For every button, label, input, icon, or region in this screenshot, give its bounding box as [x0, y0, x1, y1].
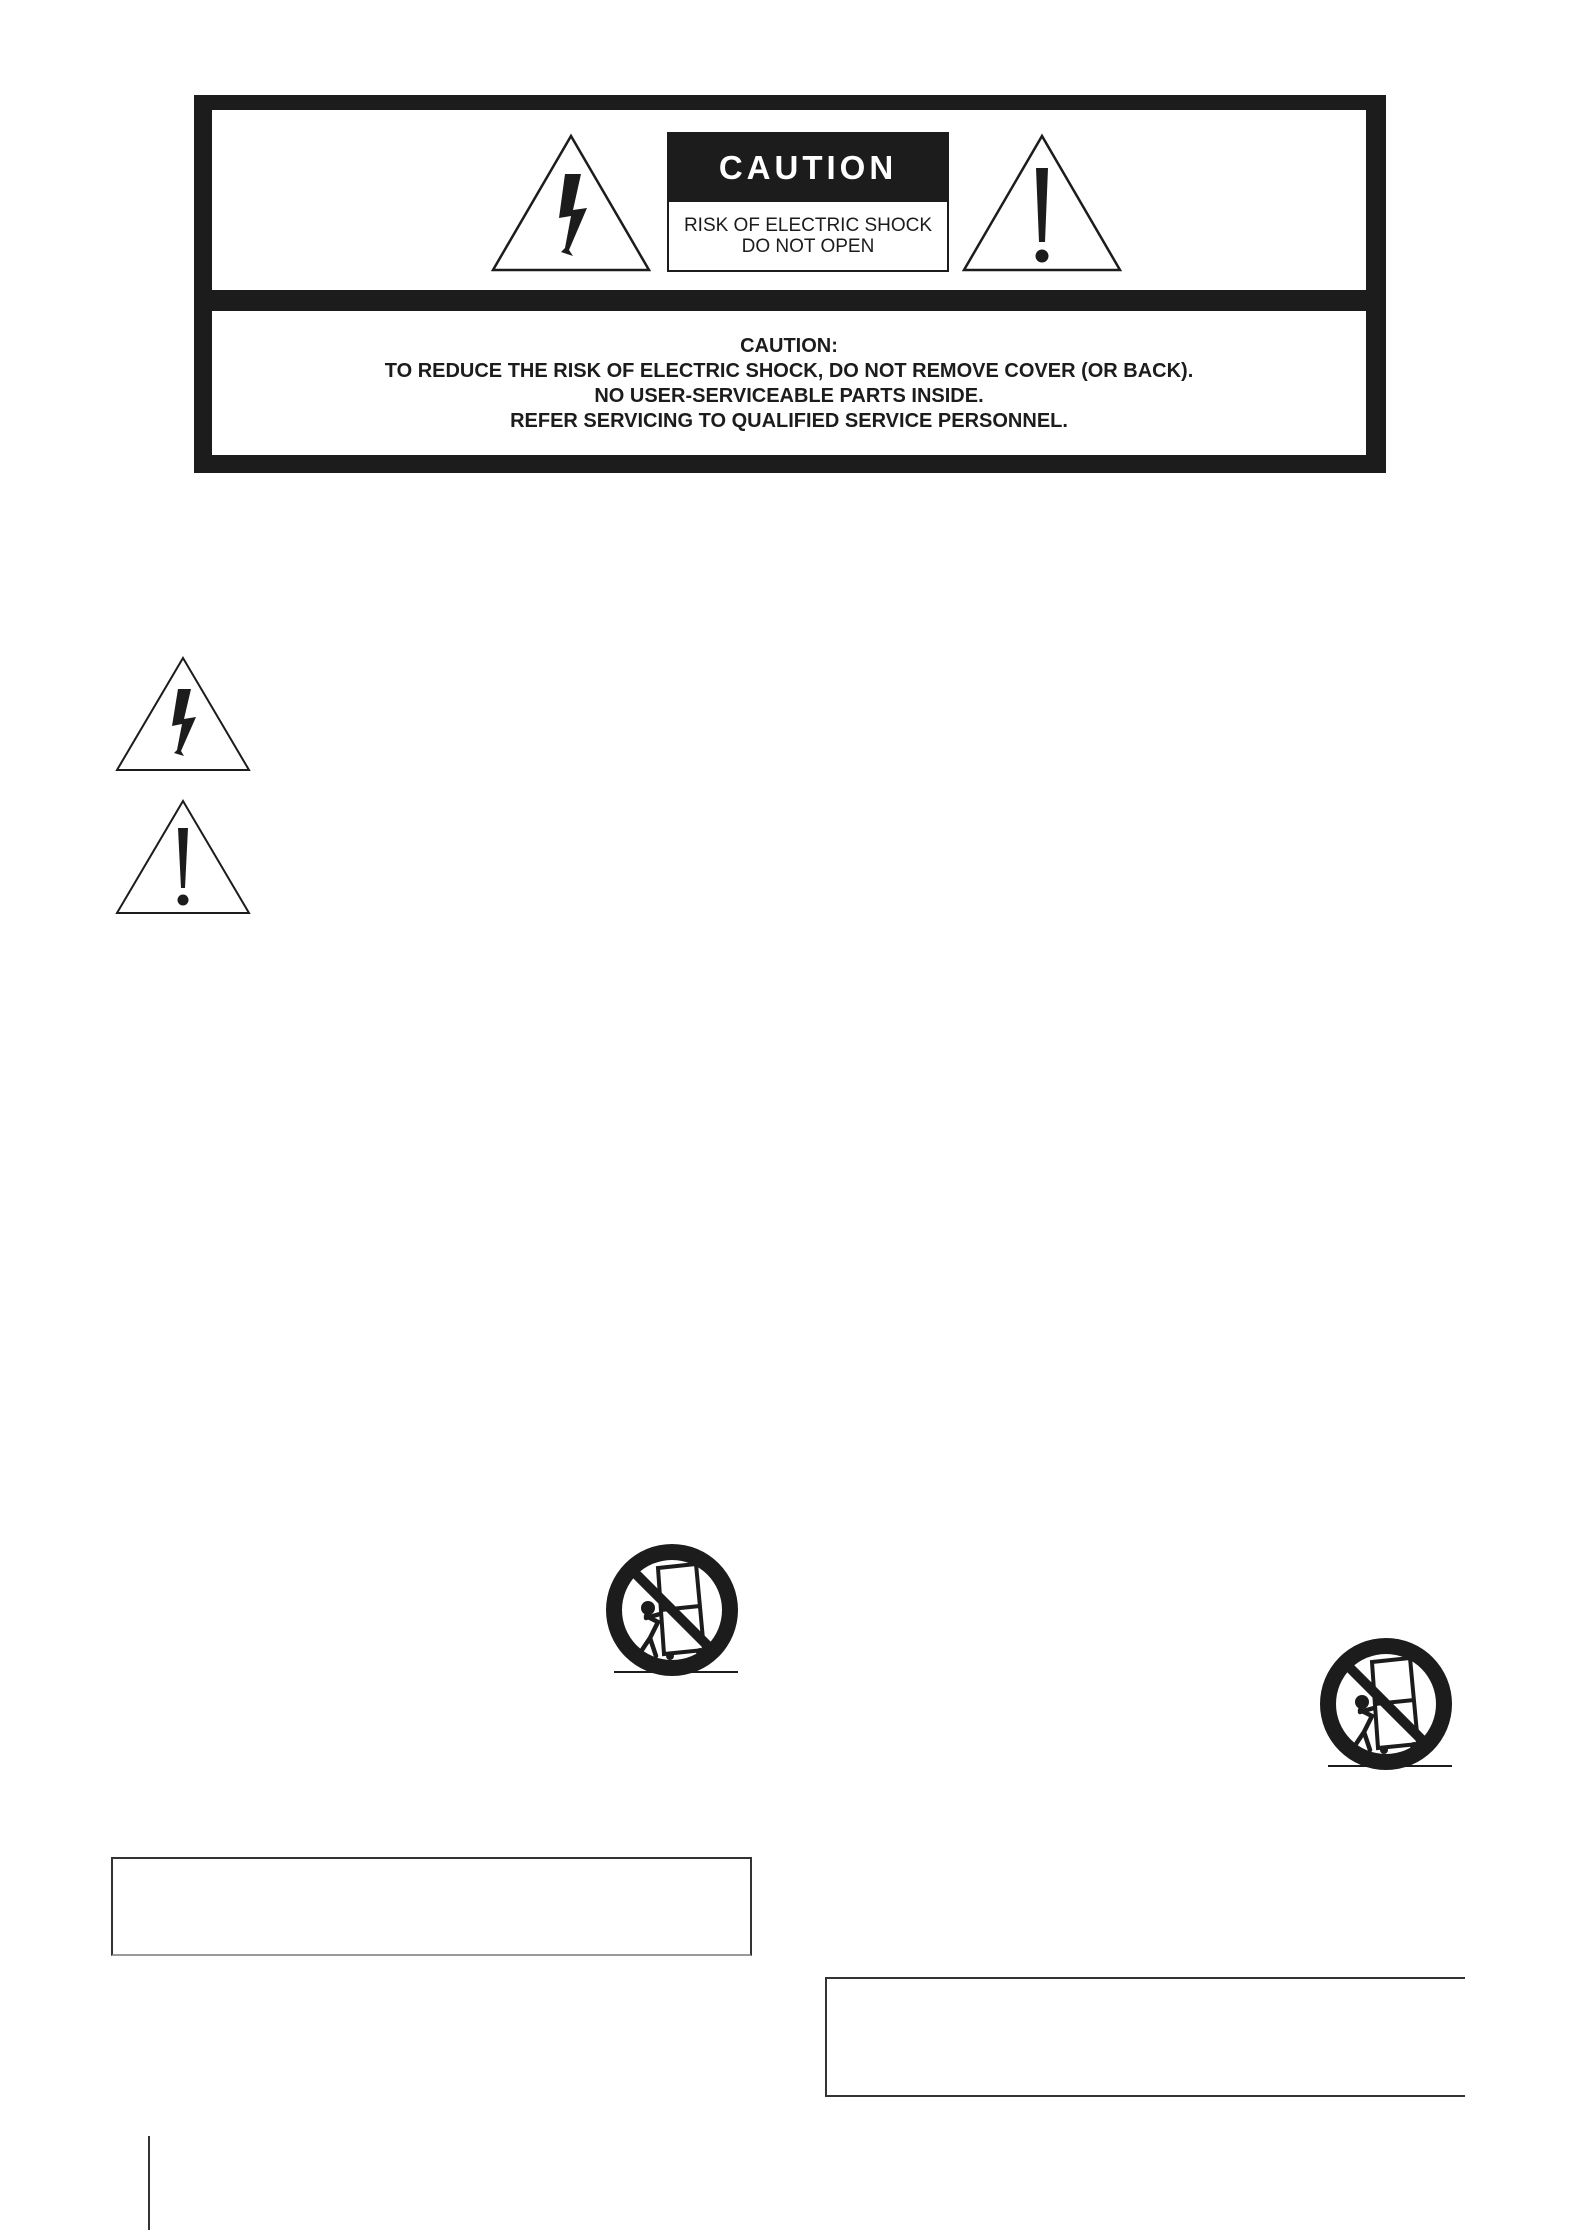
caution-badge-line-2: DO NOT OPEN	[741, 236, 875, 257]
lightning-bolt-warning-icon	[489, 132, 653, 274]
exclamation-warning-icon	[114, 798, 252, 916]
caution-label-lower-panel	[212, 311, 1366, 455]
note-box-left	[111, 1857, 752, 1956]
caution-notice-line-2: NO USER-SERVICEABLE PARTS INSIDE.	[594, 385, 984, 407]
note-box-right	[825, 1977, 1465, 2097]
caution-notice-line-3: REFER SERVICING TO QUALIFIED SERVICE PERSONNEL.	[510, 410, 1068, 432]
no-cart-tip-over-icon	[598, 1538, 746, 1686]
caution-badge	[667, 132, 949, 272]
page-margin-rule	[148, 2136, 150, 2230]
no-cart-tip-over-icon	[1312, 1632, 1460, 1780]
caution-notice-line-1: TO REDUCE THE RISK OF ELECTRIC SHOCK, DO NOT REMOVE COVER (OR BACK).	[384, 360, 1194, 382]
lightning-bolt-warning-icon	[114, 655, 252, 773]
exclamation-warning-icon	[960, 132, 1124, 274]
caution-notice-heading: CAUTION:	[740, 335, 838, 357]
caution-badge-title: CAUTION	[669, 134, 947, 202]
caution-label	[194, 95, 1386, 473]
caution-label-upper-panel	[212, 110, 1366, 290]
caution-badge-line-1: RISK OF ELECTRIC SHOCK	[683, 215, 933, 236]
